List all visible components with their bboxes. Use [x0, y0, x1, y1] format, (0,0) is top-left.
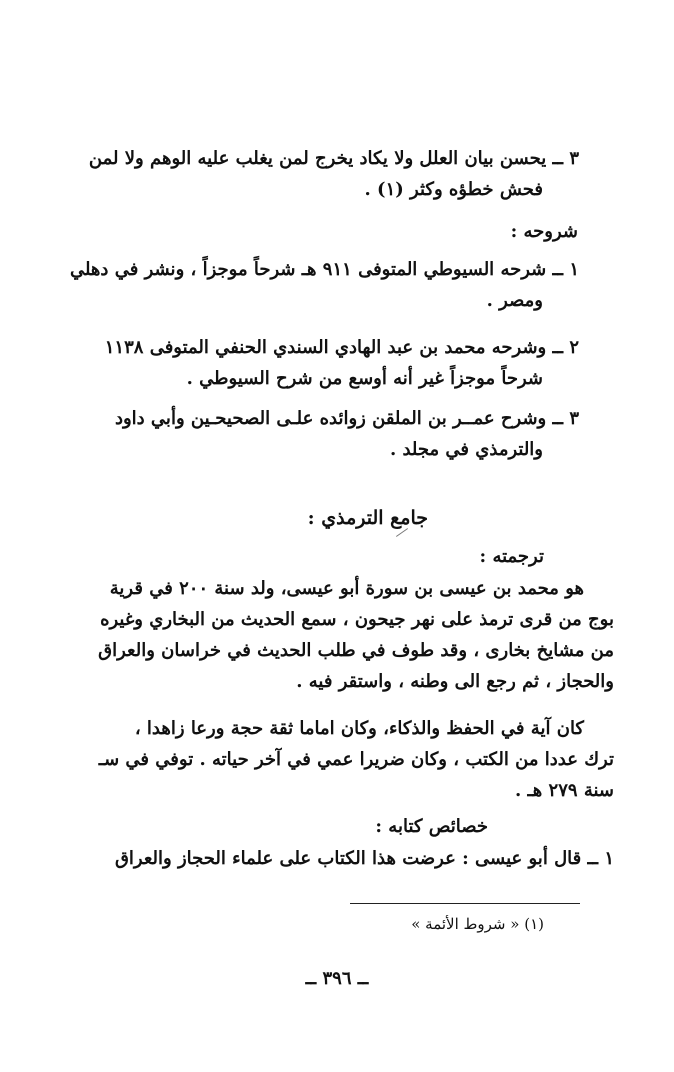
biography-heading: ترجمته :: [479, 546, 544, 567]
commentaries-heading: شروحه :: [510, 221, 578, 242]
commentary-3-line-2: والترمذي في مجلد .: [389, 439, 543, 460]
commentary-2-line-1: ٢ ــ وشرحه محمد بن عبد الهادي السندي الحنفي المتوفى ١١٣٨: [104, 337, 579, 358]
book-feature-1: ١ ــ قال أبو عيسى : عرضت هذا الكتاب على علماء الحجاز والعراق: [114, 848, 614, 869]
bio-line-4: والحجاز ، ثم رجع الى وطنه ، واستقر فيه .: [296, 671, 614, 692]
book-features-heading: خصائص كتابه :: [375, 816, 488, 837]
biography-paragraph-2: [54, 713, 614, 806]
bio2-line-1: كان آية في الحفظ والذكاء، وكان اماما ثقة حجة ورعا زاهدا ،: [134, 718, 584, 739]
commentary-1-line-2: ومصر .: [486, 290, 543, 311]
item-3-line-2: فحش خطؤه وكثر (١) .: [364, 179, 543, 200]
commentary-2: [59, 332, 579, 394]
commentary-2-line-2: شرحاً موجزاً غير أنه أوسع من شرح السيوطي .: [186, 368, 543, 389]
commentary-1: [59, 254, 579, 316]
commentary-3-line-1: ٣ ــ وشرح عمــر بن الملقن زوائده علـى الصحيحـين وأبي داود: [114, 408, 579, 429]
page-number: ــ ٣٩٦ ــ: [305, 968, 369, 989]
footnote-divider: [350, 903, 580, 904]
biography-paragraph-1: [54, 573, 614, 697]
book-features-list: [54, 843, 614, 874]
bio2-line-3: سنة ٢٧٩ هـ .: [514, 780, 614, 801]
commentary-1-line-1: ١ ــ شرحه السيوطي المتوفى ٩١١ هـ شرحاً موجزاً ، ونشر في دهلي: [69, 259, 579, 280]
item-3-top: [59, 143, 579, 205]
item-3-line-1: ٣ ــ يحسن بيان العلل ولا يكاد يخرج لمن يغلب عليه الوهم ولا لمن: [88, 148, 579, 169]
bio-line-1: هو محمد بن عيسى بن سورة أبو عيسى، ولد سنة ٢٠٠ في قرية: [109, 578, 584, 599]
footnote: (١) « شروط الأئمة »: [411, 915, 544, 933]
bio2-line-2: ترك عددا من الكتب ، وكان ضريرا عمي في آخر حياته . توفي في سـ: [98, 749, 614, 770]
commentary-3: [59, 403, 579, 465]
section-title: جامع الترمذي :: [307, 507, 428, 529]
bio-line-3: من مشايخ بخارى ، وقد طوف في طلب الحديث في خراسان والعراق: [98, 640, 614, 661]
bio-line-2: بوج من قرى ترمذ على نهر جيحون ، سمع الحديث من البخاري وغيره: [100, 609, 614, 630]
